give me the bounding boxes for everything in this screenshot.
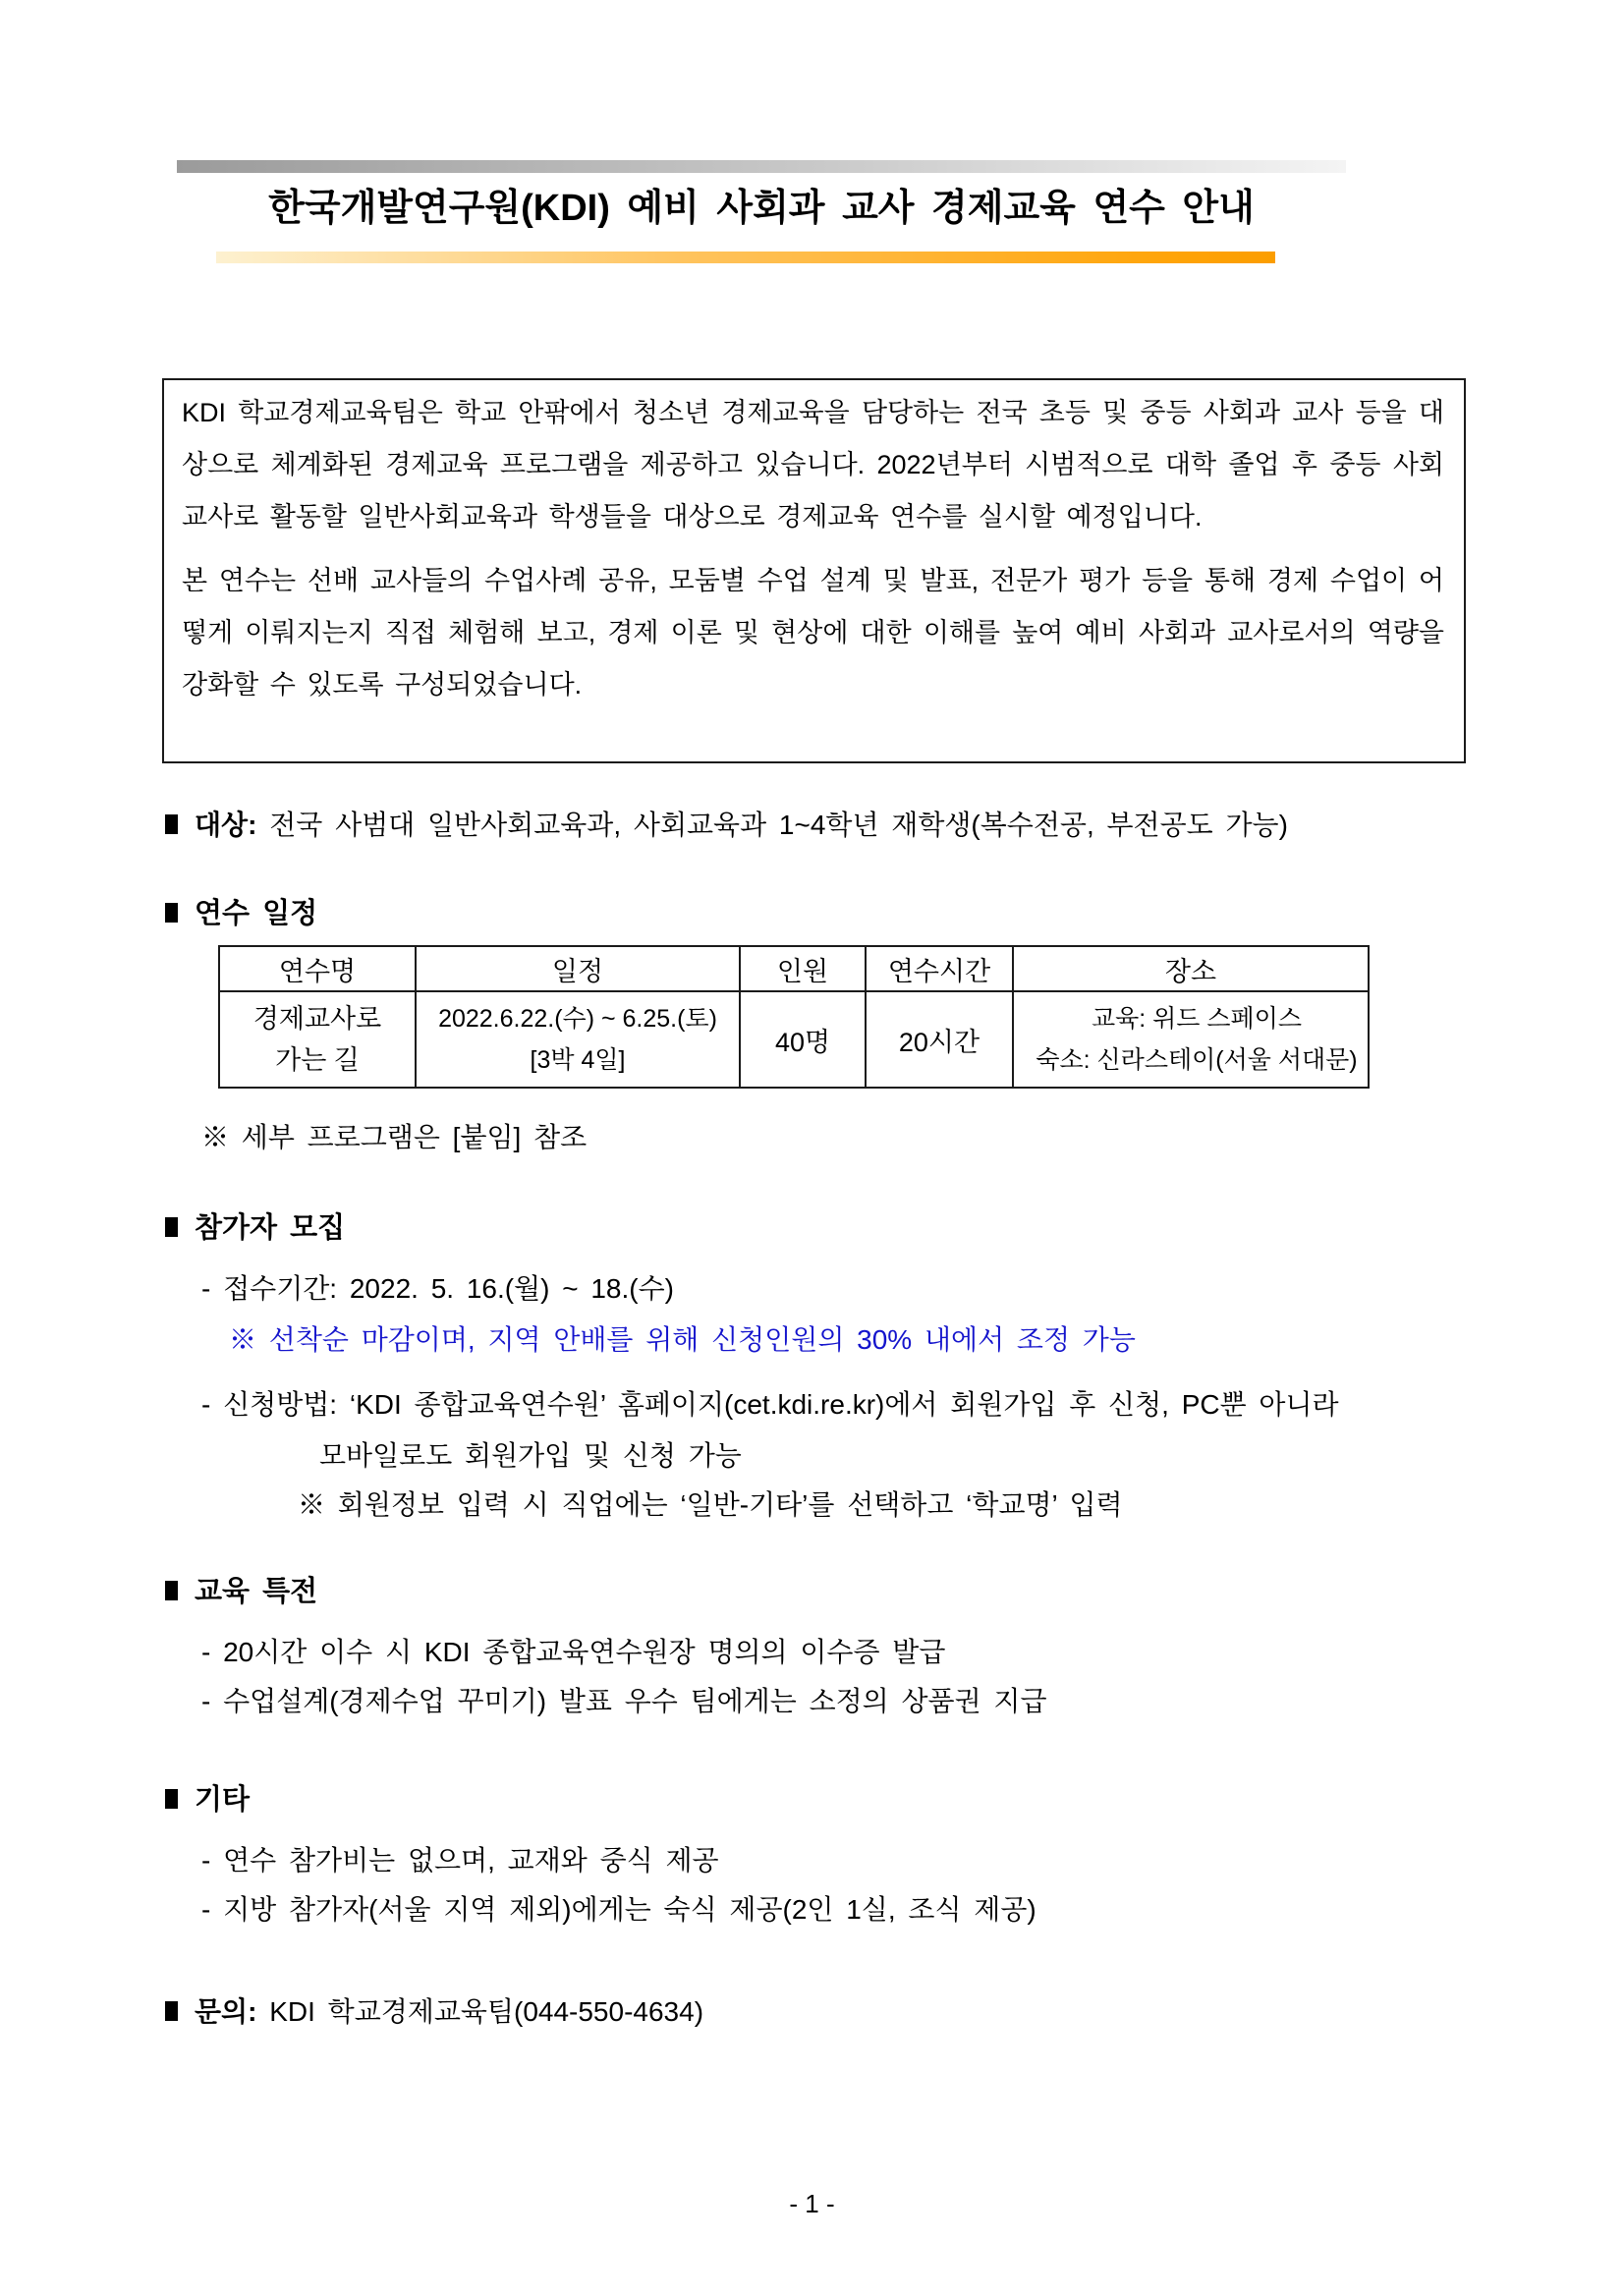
cell-hours: 20시간 (866, 991, 1013, 1088)
header-top-gray-bar (177, 160, 1346, 173)
recruit-period-line: - 접수기간: 2022. 5. 16.(월) ~ 18.(수) (201, 1273, 674, 1304)
date-line-1: 2022.6.22.(수) ~ 6.25.(토) (438, 1005, 717, 1033)
col-header-hours: 연수시간 (866, 946, 1013, 991)
etc-heading (165, 1782, 250, 1818)
recruit-apply-line-2: 모바일로도 회원가입 및 신청 가능 (319, 1440, 742, 1471)
intro-paragraph-2: 본 연수는 선배 교사들의 수업사례 공유, 모둠별 수업 설계 및 발표, 전문가 평가 등을 통해 경제 수업이 어떻게 이뤄지는지 직접 체험해 보고, 경제 이론 및 현상에 대한 이해를 높여 예비 사회과 교사로서의 역량을 강화할 수 있도록 구성되었습니다. (182, 566, 1444, 700)
target-text: 전국 사범대 일반사회교육과, 사회교육과 1~4학년 재학생(복수전공, 부전공도 가능) (269, 810, 1288, 840)
benefits-heading (165, 1574, 317, 1609)
table-header-row (219, 946, 1369, 991)
etc-item-1: - 연수 참가비는 없으며, 교재와 중식 제공 (201, 1845, 719, 1876)
contact-label: 문의: (195, 1996, 257, 2027)
square-bullet-icon (165, 1581, 178, 1600)
page-title: 한국개발연구원(KDI) 예비 사회과 교사 경제교육 연수 안내 (268, 188, 1255, 229)
place-line-1: 교육: 위드 스페이스 (1091, 1005, 1303, 1033)
etc-heading-text: 기타 (195, 1784, 251, 1816)
page-number: - 1 - (789, 2189, 835, 2218)
square-bullet-icon (165, 814, 178, 834)
schedule-note: ※ 세부 프로그램은 [붙임] 참조 (201, 1122, 588, 1152)
square-bullet-icon (165, 903, 178, 923)
col-header-place: 장소 (1013, 946, 1369, 991)
course-name-line-1: 경제교사로 (252, 1004, 382, 1034)
recruit-heading-text: 참가자 모집 (195, 1212, 346, 1244)
header-bottom-orange-bar (216, 252, 1275, 263)
recruit-apply-note: ※ 회원정보 입력 시 직업에는 ‘일반-기타’를 선택하고 ‘학교명’ 입력 (298, 1489, 1123, 1520)
benefits-heading-text: 교육 특전 (195, 1576, 318, 1607)
cell-capacity: 40명 (740, 991, 866, 1088)
schedule-heading (165, 896, 317, 931)
recruit-heading (165, 1210, 345, 1246)
cell-date (416, 991, 740, 1088)
etc-item-2: - 지방 참가자(서울 지역 제외)에게는 숙식 제공(2인 1실, 조식 제공) (201, 1894, 1036, 1925)
intro-text-box (162, 378, 1466, 763)
benefits-item-1: - 20시간 이수 시 KDI 종합교육연수원장 명의의 이수증 발급 (201, 1637, 946, 1667)
col-header-date: 일정 (416, 946, 740, 991)
square-bullet-icon (165, 2001, 178, 2021)
square-bullet-icon (165, 1789, 178, 1809)
cell-course-name (219, 991, 416, 1088)
date-line-2: [3박 4일] (530, 1046, 626, 1074)
cell-place (1013, 991, 1369, 1088)
table-data-row (219, 991, 1369, 1088)
contact-line (165, 1994, 703, 2030)
benefits-item-2: - 수업설계(경제수업 꾸미기) 발표 우수 팀에게는 소정의 상품권 지급 (201, 1686, 1047, 1716)
square-bullet-icon (165, 1217, 178, 1237)
course-name-line-2: 가는 길 (275, 1045, 360, 1075)
schedule-table (218, 945, 1370, 1089)
contact-text: KDI 학교경제교육팀(044-550-4634) (269, 1996, 704, 2027)
col-header-capacity: 인원 (740, 946, 866, 991)
place-line-2: 숙소: 신라스테이(서울 서대문) (1036, 1046, 1358, 1074)
target-label: 대상: (195, 810, 257, 840)
recruit-period-note: ※ 선착순 마감이며, 지역 안배를 위해 신청인원의 30% 내에서 조정 가능 (229, 1324, 1136, 1355)
schedule-heading-text: 연수 일정 (195, 898, 318, 929)
col-header-course-name: 연수명 (219, 946, 416, 991)
target-line (165, 808, 1288, 843)
recruit-apply-line-1: - 신청방법: ‘KDI 종합교육연수원’ 홈페이지(cet.kdi.re.kr)에서 회원가입 후 신청, PC뿐 아니라 (201, 1389, 1339, 1420)
intro-paragraph-1: KDI 학교경제교육팀은 학교 안팎에서 청소년 경제교육을 담당하는 전국 초등 및 중등 사회과 교사 등을 대상으로 체계화된 경제교육 프로그램을 제공하고 있습니다. 2022년부터 시범적으로 대학 졸업 후 중등 사회 교사로 활동할 일반사회교육과 학생들을 대상으로 경제교육 연수를 실시할 예정입니다. (182, 398, 1444, 532)
